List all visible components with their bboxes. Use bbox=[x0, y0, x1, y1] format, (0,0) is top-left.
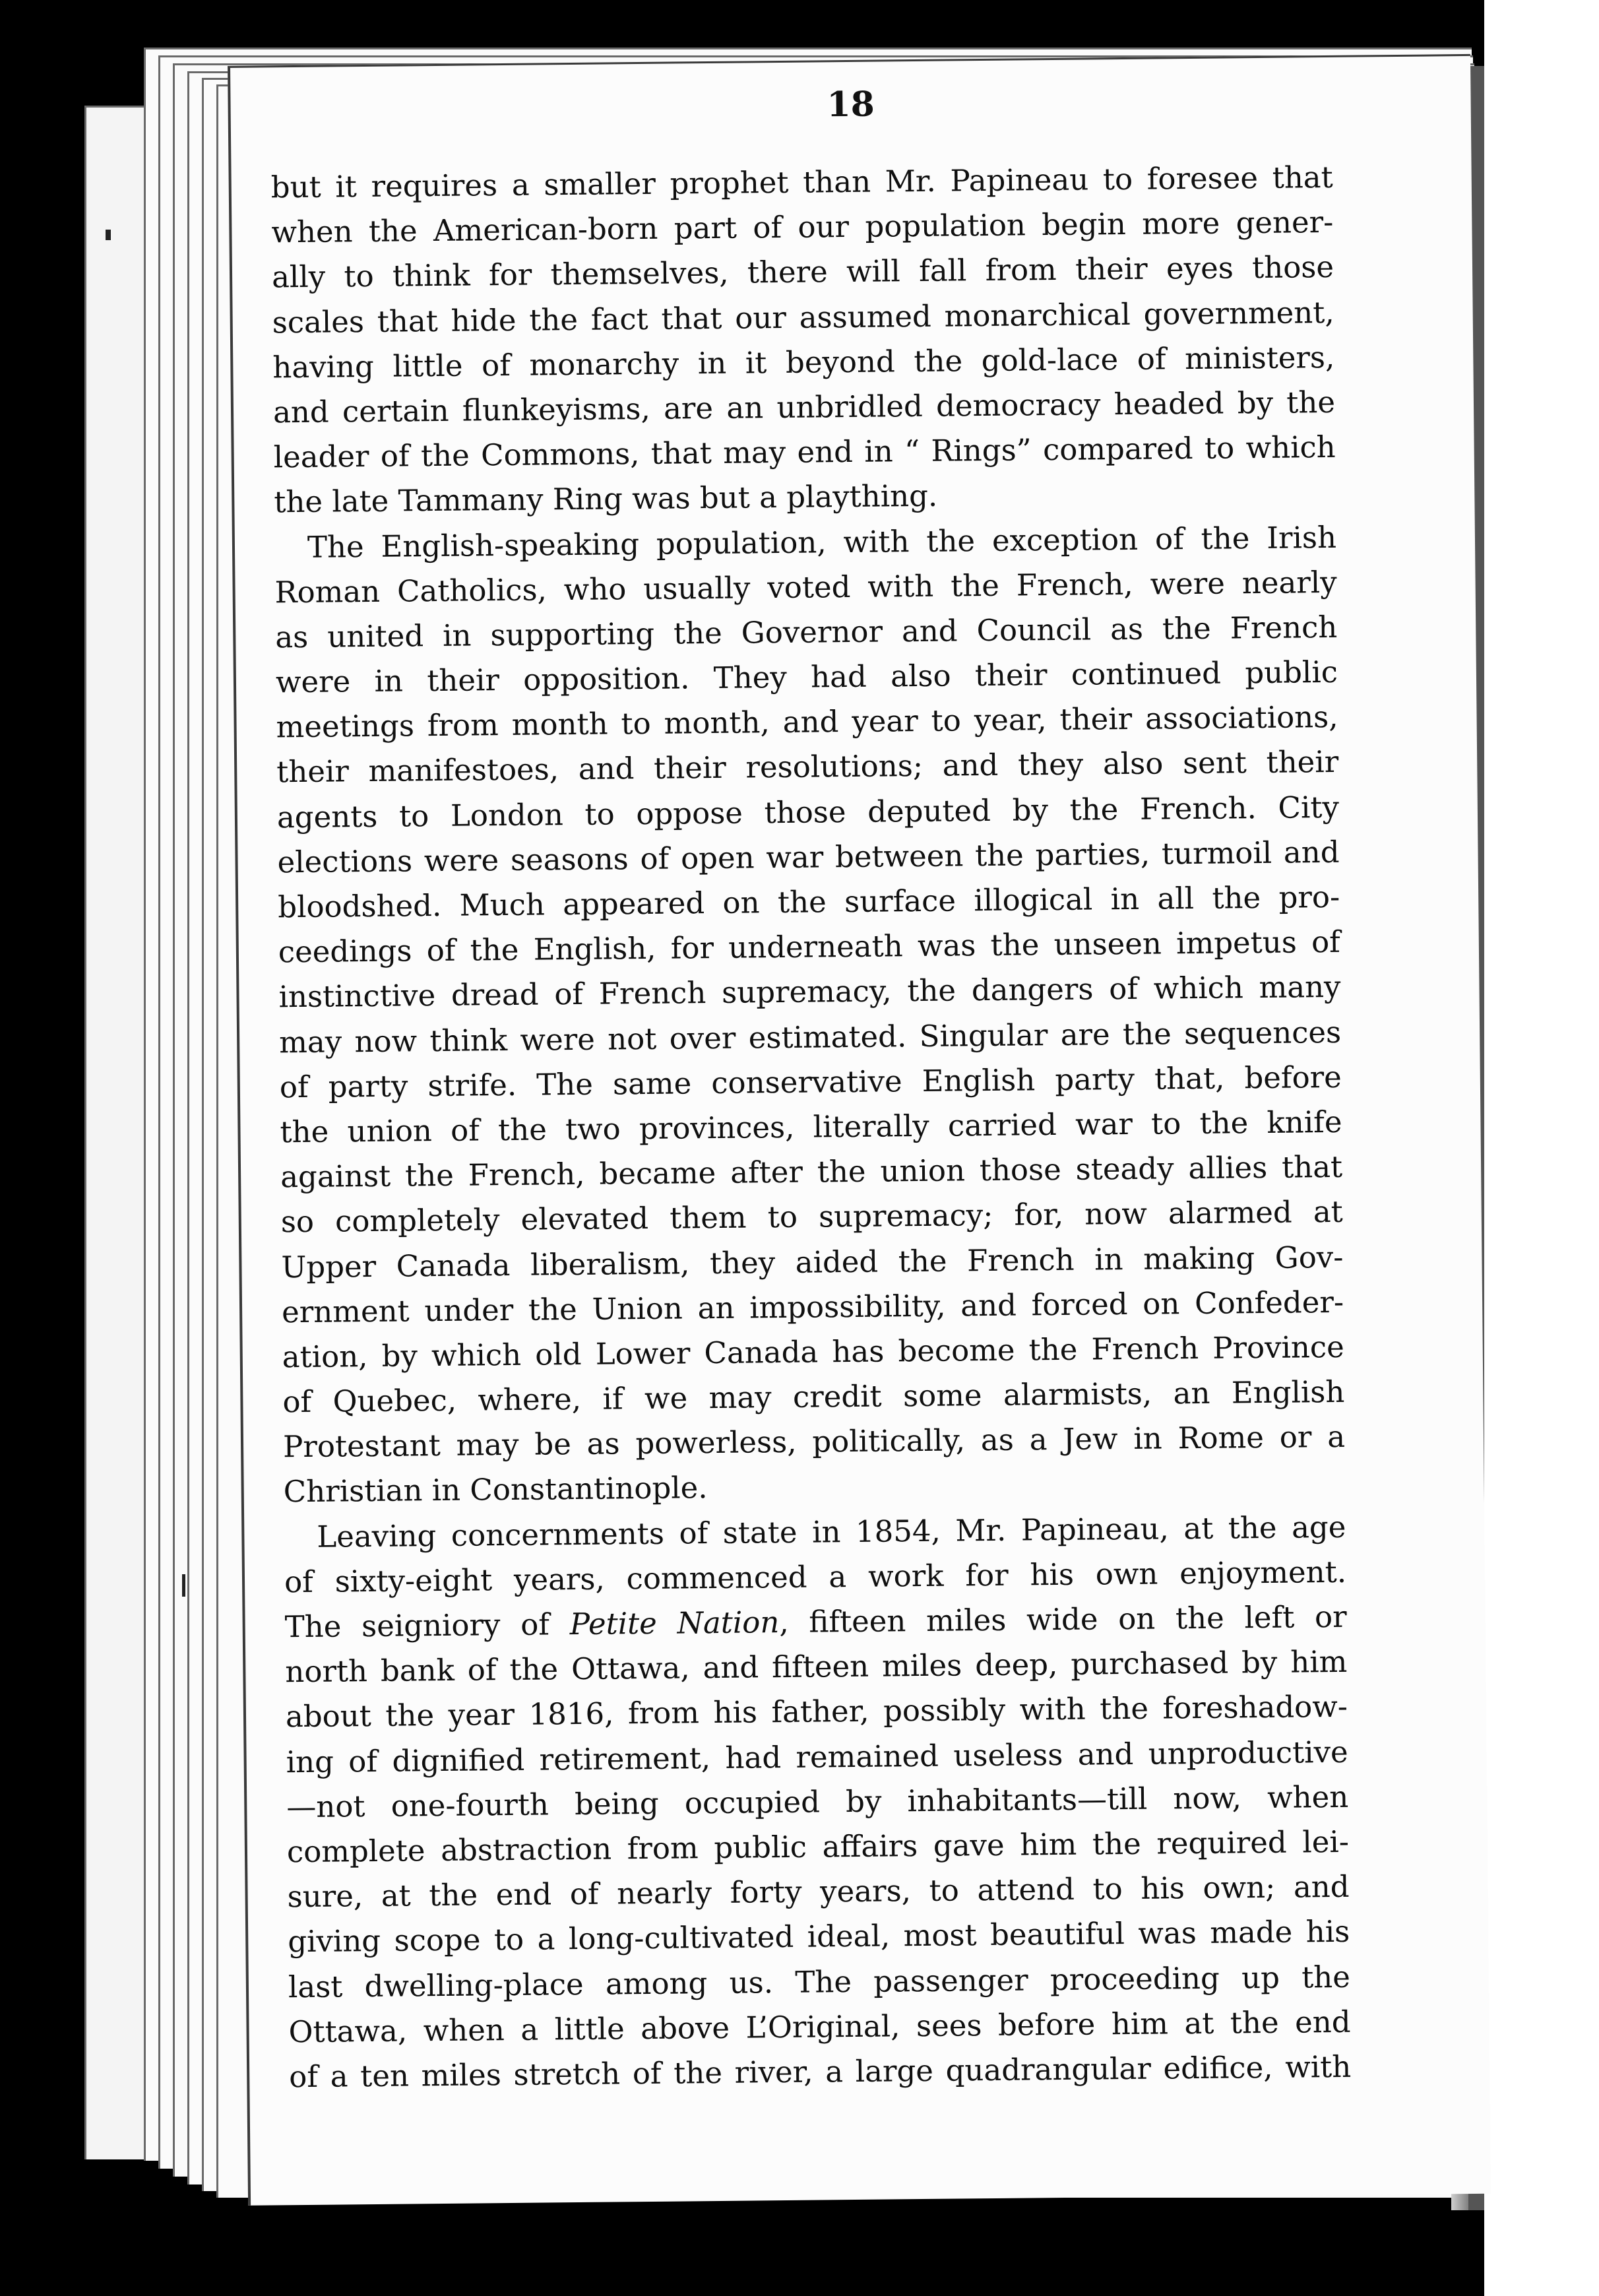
text-line: The English-speaking population, with the exception of the Irish bbox=[307, 519, 1337, 565]
text-line: Protestant may be as powerless, politically, as a Jew in Rome or a bbox=[282, 1419, 1346, 1465]
text-line: Roman Catholics, who usually voted with the French, were nearly bbox=[274, 564, 1337, 610]
text-line: ation, by which old Lower Canada has become the French Province bbox=[282, 1329, 1344, 1375]
text-line: The seigniory of Petite Nation, fifteen miles wide on the left or bbox=[284, 1599, 1347, 1645]
text-line: the union of the two provinces, literally carried war to the knife bbox=[280, 1104, 1342, 1150]
page-number: 18 bbox=[827, 84, 875, 125]
text-line: of sixty-eight years, commenced a work for his own enjoyment. bbox=[284, 1554, 1347, 1600]
text-line: giving scope to a long-cultivated ideal, most beautiful was made his bbox=[288, 1914, 1350, 1960]
text-line: of a ten miles stretch of the river, a large quadrangular edifice, with bbox=[289, 2049, 1352, 2095]
text-line: scales that hide the fact that our assumed monarchical government, bbox=[272, 294, 1334, 340]
text-line: instinctive dread of French supremacy, the dangers of which many bbox=[278, 969, 1341, 1015]
text-line: so completely elevated them to supremacy; for, now alarmed at bbox=[280, 1194, 1344, 1240]
text-line: when the American-born part of our population begin more gener- bbox=[271, 205, 1334, 250]
text-line: of party strife. The same conservative English party that, before bbox=[279, 1059, 1342, 1105]
scan-speck bbox=[106, 230, 111, 240]
text-line: against the French, became after the union those steady allies that bbox=[280, 1149, 1343, 1195]
text-line: Christian in Constantinople. bbox=[283, 1470, 708, 1510]
text-line: leader of the Commons, that may end in “ Rings” compared to which bbox=[273, 430, 1336, 475]
book-page bbox=[228, 54, 1491, 2206]
text-line: may now think were not over estimated. Singular are the sequences bbox=[278, 1014, 1342, 1060]
body-text bbox=[270, 155, 1351, 2099]
text-line: but it requires a smaller prophet than Mr. Papineau to foresee that bbox=[270, 159, 1333, 205]
text-line: ally to think for themselves, there will fall from their eyes those bbox=[271, 249, 1334, 295]
text-line: and certain flunkeyisms, are an unbridled democracy headed by the bbox=[272, 384, 1336, 430]
text-line: the late Tammany Ring was but a plaything. bbox=[274, 478, 938, 520]
text-line: of Quebec, where, if we may credit some alarmists, an English bbox=[282, 1374, 1345, 1420]
text-line: agents to London to oppose those deputed by the French. City bbox=[276, 789, 1340, 835]
text-line: Leaving concernments of state in 1854, Mr. Papineau, at the age bbox=[317, 1509, 1346, 1554]
text-line: ing of dignified retirement, had remained useless and unproductive bbox=[286, 1734, 1348, 1779]
text-line: having little of monarchy in it beyond the gold-lace of ministers, bbox=[272, 339, 1335, 385]
text-line: as united in supporting the Governor and Council as the French bbox=[275, 609, 1338, 655]
text-line: about the year 1816, from his father, possibly with the foreshadow- bbox=[285, 1689, 1348, 1735]
text-line: last dwelling-place among us. The passenger proceeding up the bbox=[288, 1959, 1351, 2004]
text-line: —not one-fourth being occupied by inhabitants—till now, when bbox=[286, 1779, 1349, 1825]
text-line: ceedings of the English, for underneath was the unseen impetus of bbox=[278, 924, 1341, 970]
text-line: Upper Canada liberalism, they aided the French in making Gov- bbox=[281, 1239, 1344, 1285]
text-line: elections were seasons of open war between the parties, turmoil and bbox=[277, 834, 1340, 880]
text-line: ernment under the Union an impossibility, and forced on Confeder- bbox=[281, 1284, 1344, 1329]
text-line: their manifestoes, and their resolutions; and they also sent their bbox=[276, 744, 1339, 790]
text-line: complete abstraction from public affairs gave him the required lei- bbox=[286, 1824, 1350, 1870]
text-line: were in their opposition. They had also their continued public bbox=[275, 654, 1338, 700]
italic-place-name: Petite Nation bbox=[569, 1605, 780, 1642]
text-line: sure, at the end of nearly forty years, to attend to his own; and bbox=[287, 1868, 1350, 1915]
text-line: north bank of the Ottawa, and fifteen miles deep, purchased by him bbox=[285, 1644, 1348, 1690]
scan-speck bbox=[182, 1574, 185, 1597]
text-line: bloodshed. Much appeared on the surface illogical in all the pro- bbox=[277, 879, 1340, 925]
text-line: meetings from month to month, and year to year, their associations, bbox=[276, 699, 1338, 745]
text-line: Ottawa, when a little above L’Original, sees before him at the end bbox=[288, 2004, 1351, 2049]
background-right bbox=[1484, 0, 1599, 2296]
